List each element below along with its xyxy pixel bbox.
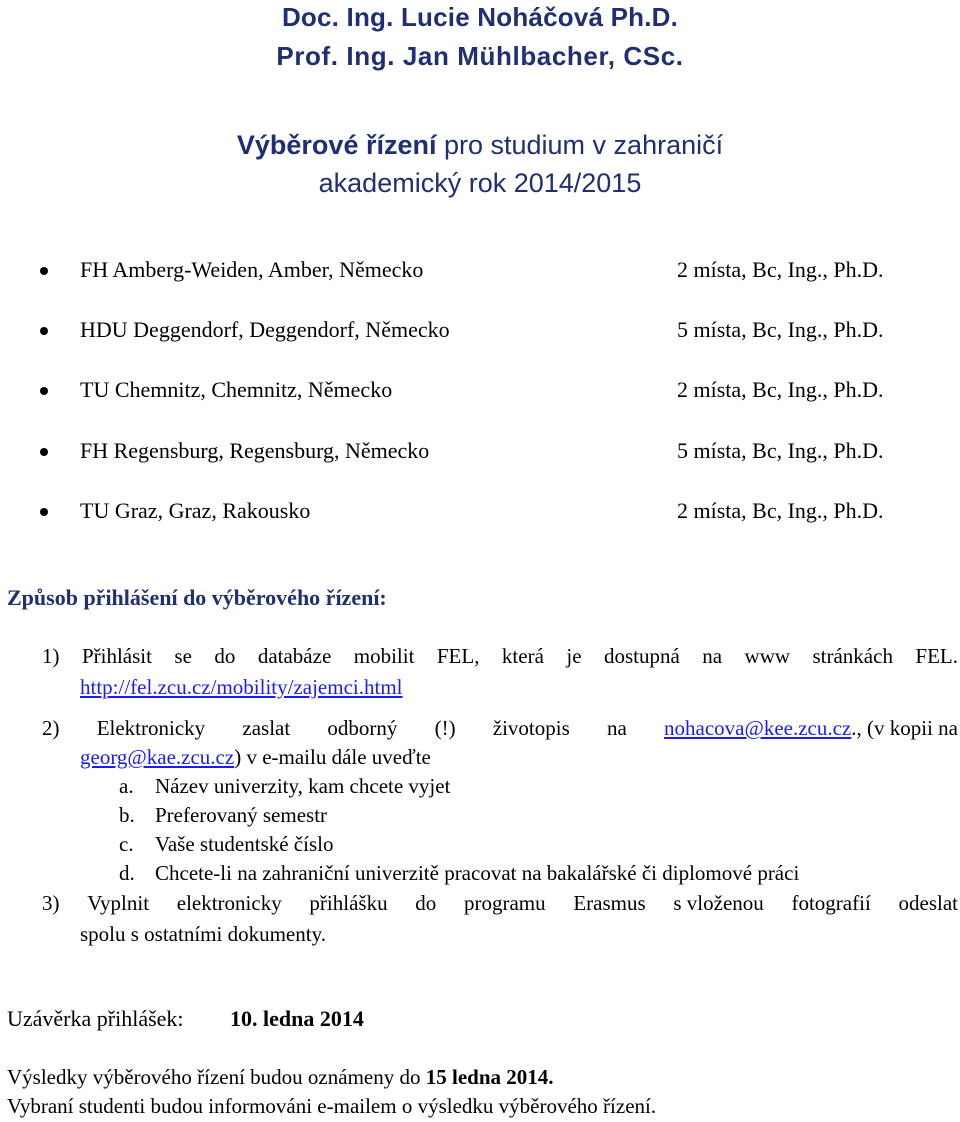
word: přihlášku (309, 891, 388, 915)
word: www (744, 644, 791, 668)
university-item (0, 438, 960, 468)
university-name: FH Regensburg, Regensburg, Německo (80, 438, 430, 463)
university-places: 2 místa, Bc, Ing., Ph.D. (677, 377, 884, 402)
word: programu (463, 891, 546, 915)
sub-item (119, 861, 799, 886)
sub-item-letter: a. (119, 774, 134, 798)
step-2-text (42, 716, 958, 741)
email-suffix-text: ., (v kopii na (851, 716, 958, 740)
author-name-1: Doc. Ing. Lucie Noháčová Ph.D. (281, 2, 679, 32)
sub-item-letter: c. (119, 832, 134, 856)
word: dostupná (603, 644, 680, 668)
bullet-icon (40, 327, 48, 335)
step-1-link-line (80, 675, 403, 700)
university-item (0, 498, 960, 528)
email-group (664, 716, 958, 741)
university-places: 2 místa, Bc, Ing., Ph.D. (677, 498, 884, 523)
university-name: TU Graz, Graz, Rakousko (80, 498, 311, 523)
word: fotografií (791, 891, 871, 915)
deadline-date: 10. ledna 2014 (230, 1006, 364, 1031)
sub-item-text: Vaše studentské číslo (155, 832, 334, 856)
word: Erasmus (573, 891, 646, 915)
university-places: 5 místa, Bc, Ing., Ph.D. (677, 317, 884, 342)
word: s vloženou (673, 891, 764, 915)
word: se (174, 644, 192, 668)
email-link-nohacova[interactable]: nohacova@kee.zcu.cz (664, 716, 852, 740)
results-text: Výsledky výběrového řízení budou oznámeny do (7, 1065, 426, 1089)
method-heading: Způsob přihlášení do výběrového řízení: (7, 585, 387, 610)
word: FEL. (915, 644, 958, 668)
university-name: FH Amberg-Weiden, Amber, Německo (80, 257, 424, 282)
word: odeslat (898, 891, 958, 915)
word: FEL, (436, 644, 480, 668)
university-item (0, 257, 960, 287)
word: odborný (327, 716, 398, 740)
word: Přihlásit (81, 644, 152, 668)
word: do (214, 644, 236, 668)
results-notification: Vybraní studenti budou informováni e-mailem o výsledku výběrového řízení. (7, 1094, 657, 1118)
document-title-bold: Výběrové řízení (236, 130, 437, 160)
sub-item (119, 803, 327, 828)
sub-item-text: Preferovaný semestr (155, 803, 328, 827)
results-date: 15 ledna 2014. (425, 1065, 554, 1089)
step-2-continuation: ) v e-mailu dále uveďte (234, 745, 431, 769)
word: zaslat (242, 716, 291, 740)
document-title-rest: pro studium v zahraničí (436, 130, 724, 160)
word: elektronicky (176, 891, 282, 915)
word: mobilit (353, 644, 415, 668)
bullet-icon (40, 448, 48, 456)
sub-item (119, 832, 333, 857)
document-title (0, 130, 960, 161)
university-places: 5 místa, Bc, Ing., Ph.D. (677, 438, 884, 463)
step-3-continuation: spolu s ostatními dokumenty. (80, 922, 326, 946)
sub-item-letter: b. (119, 803, 135, 827)
bullet-icon (40, 267, 48, 275)
sub-item-text: Název univerzity, kam chcete vyjet (155, 774, 451, 798)
word: (!) (434, 716, 456, 740)
word: stránkách (812, 644, 893, 668)
word: na (702, 644, 723, 668)
deadline-label: Uzávěrka přihlášek: (7, 1006, 184, 1031)
results-announcement (7, 1065, 554, 1090)
word: Elektronicky (96, 716, 206, 740)
sub-item (119, 774, 450, 799)
word: která (501, 644, 544, 668)
step-number: 1) (42, 644, 60, 668)
bullet-icon (40, 508, 48, 516)
word: životopis (492, 716, 570, 740)
university-name: TU Chemnitz, Chemnitz, Německo (80, 377, 393, 402)
word: je (566, 644, 582, 668)
step-3-text (42, 891, 958, 916)
step-number: 3) (42, 891, 60, 915)
sub-item-text: Chcete-li na zahraniční univerzitě pracovat na bakalářské či diplomové práci (155, 861, 800, 885)
word: do (415, 891, 437, 915)
email-link-georg[interactable]: georg@kae.zcu.cz (80, 745, 235, 769)
step-1-text (42, 644, 958, 669)
sub-item-letter: d. (119, 861, 135, 885)
university-name: HDU Deggendorf, Deggendorf, Německo (80, 317, 450, 342)
bullet-icon (40, 387, 48, 395)
word: Vyplnit (87, 891, 150, 915)
university-places: 2 místa, Bc, Ing., Ph.D. (677, 257, 884, 282)
author-name-2: Prof. Ing. Jan Mühlbacher, CSc. (276, 41, 684, 71)
step-2-copy-line (80, 745, 431, 770)
university-item (0, 317, 960, 347)
word: na (606, 716, 627, 740)
step-number: 2) (42, 716, 60, 740)
academic-year: akademický rok 2014/2015 (318, 168, 642, 198)
mobility-link[interactable]: http://fel.zcu.cz/mobility/zajemci.html (80, 675, 403, 699)
university-item (0, 377, 960, 407)
word: databáze (257, 644, 332, 668)
